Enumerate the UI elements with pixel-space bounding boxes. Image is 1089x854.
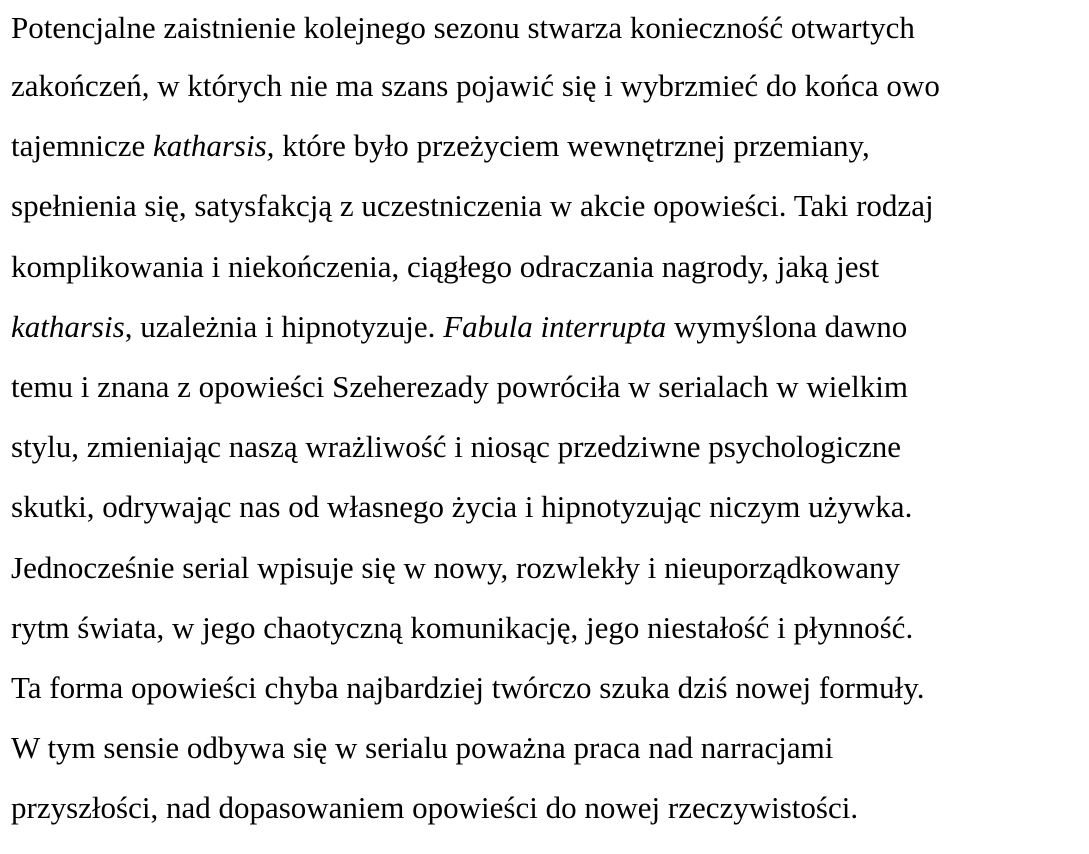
paragraph-line	[11, 237, 1086, 297]
body-paragraph	[11, 0, 1086, 838]
text-run: wymyślona dawno	[666, 308, 908, 344]
italic-term: katharsis,	[153, 128, 275, 164]
paragraph-line	[11, 778, 1086, 838]
text-run: przyszłości, nad dopasowaniem opowieści do nowej rzeczywistości.	[11, 790, 859, 826]
paragraph-line	[11, 0, 1086, 56]
text-run: tajemnicze	[11, 128, 153, 164]
text-run: rytm świata, w jego chaotyczną komunikację, jego niestałość i płynność.	[11, 609, 914, 645]
paragraph-line	[11, 538, 1086, 598]
italic-term: Fabula interrupta	[443, 308, 667, 344]
paragraph-line	[11, 417, 1086, 477]
paragraph-line	[11, 297, 1086, 357]
text-run: zakończeń, w których nie ma szans pojawić się i wybrzmieć do końca owo	[11, 68, 940, 103]
text-run: skutki, odrywając nas od własnego życia i hipnotyzując niczym używka.	[11, 489, 913, 525]
paragraph-line	[11, 116, 1086, 176]
text-run: Potencjalne zaistnienie kolejnego sezonu stwarza konieczność otwartych	[11, 10, 915, 45]
text-run: komplikowania i niekończenia, ciągłego odraczania nagrody, jaką jest	[11, 248, 880, 284]
text-run: stylu, zmieniając naszą wrażliwość i niosąc przedziwne psychologiczne	[11, 429, 902, 465]
paragraph-line	[11, 718, 1086, 778]
paragraph-line	[11, 176, 1086, 236]
text-run: W tym sensie odbywa się w serialu poważna praca nad narracjami	[11, 730, 834, 766]
text-run: Ta forma opowieści chyba najbardziej twórczo szuka dziś nowej formuły.	[11, 669, 925, 705]
paragraph-line	[11, 658, 1086, 718]
text-run: temu i znana z opowieści Szeherezady powróciła w serialach w wielkim	[11, 368, 908, 404]
italic-term: katharsis	[11, 308, 125, 344]
paragraph-line	[11, 56, 1086, 116]
paragraph-line	[11, 357, 1086, 417]
paragraph-line	[11, 598, 1086, 658]
text-run: które było przeżyciem wewnętrznej przemiany,	[274, 128, 870, 164]
text-run: spełnienia się, satysfakcją z uczestniczenia w akcie opowieści. Taki rodzaj	[11, 188, 934, 224]
paragraph-line	[11, 477, 1086, 537]
text-run: Jednocześnie serial wpisuje się w nowy, rozwlekły i nieuporządkowany	[11, 549, 900, 585]
text-run: , uzależnia i hipnotyzuje.	[124, 308, 444, 344]
